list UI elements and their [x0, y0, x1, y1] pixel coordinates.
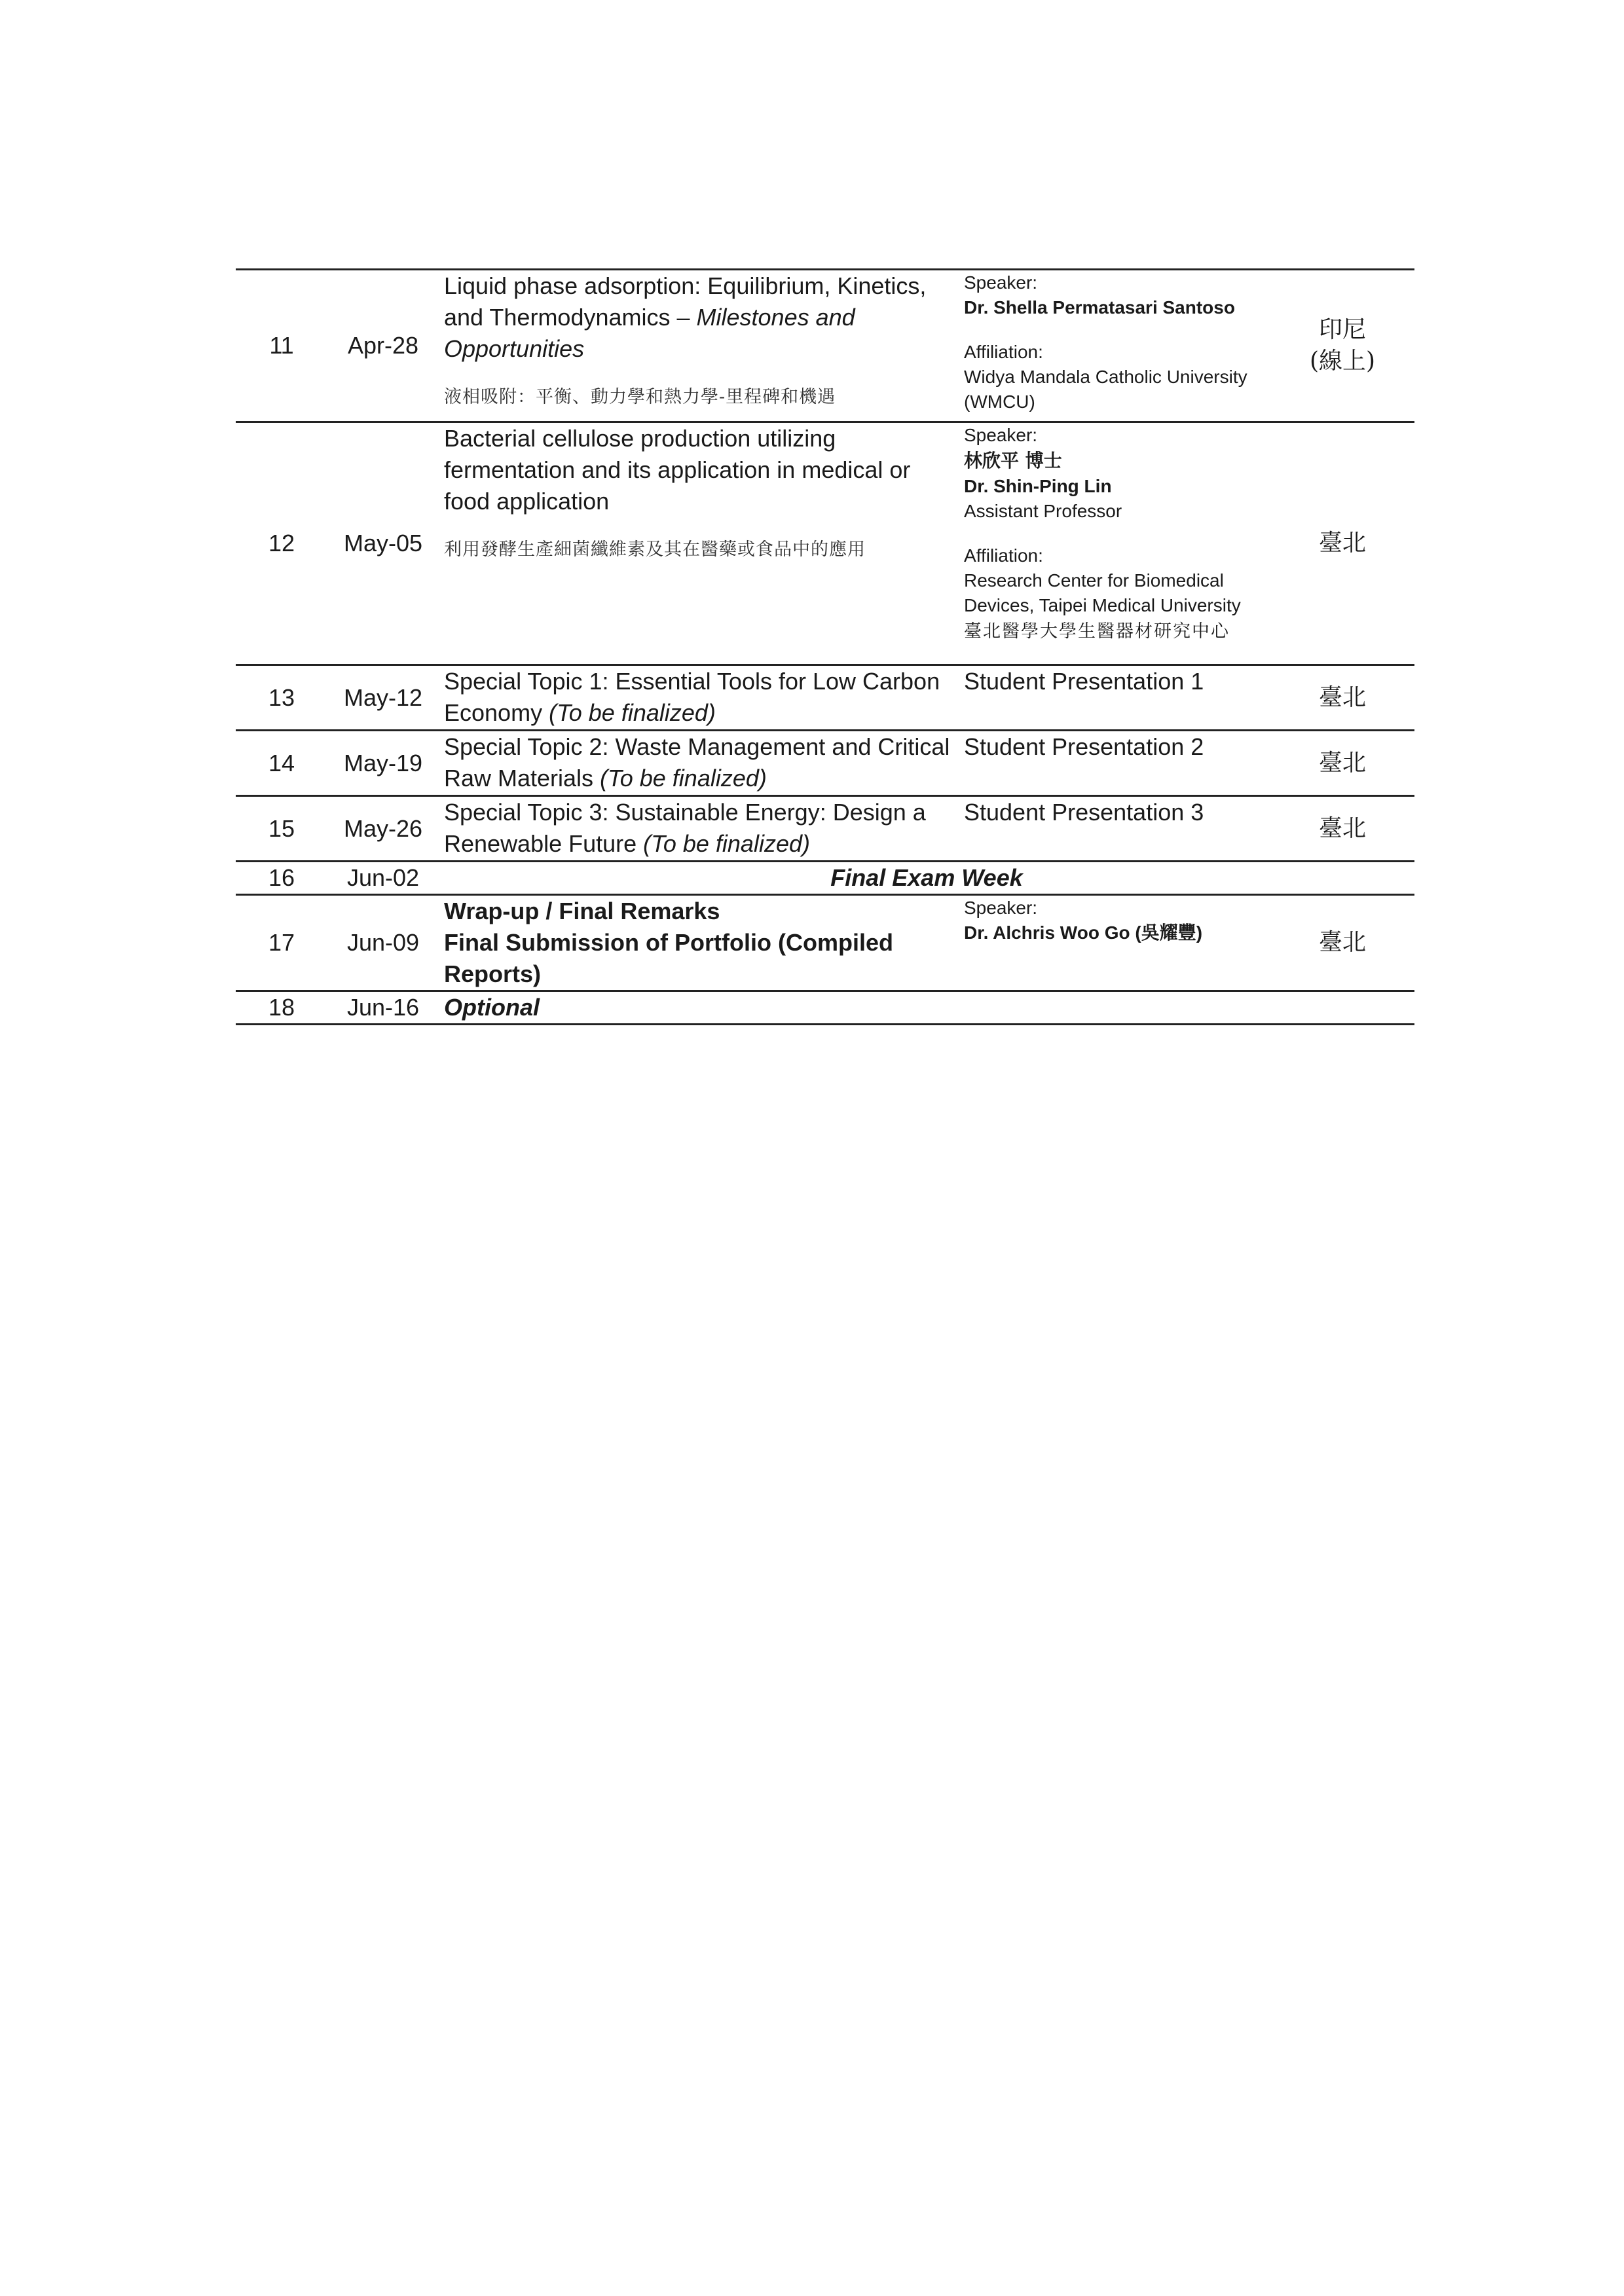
- speaker-label: Speaker:: [964, 425, 1038, 445]
- topic-cell: Optional: [439, 991, 956, 1025]
- speaker-name: Dr. Shella Permatasari Santoso: [964, 297, 1235, 318]
- speaker-label: Speaker:: [964, 272, 1038, 293]
- speaker-cell: [956, 991, 1270, 1025]
- topic-title: Special Topic 3: Sustainable Energy: Design a Renewable Future: [444, 799, 926, 857]
- table-row: [236, 895, 1414, 991]
- location-cell: 臺北: [1270, 895, 1414, 991]
- topic-title: Bacterial cellulose production utilizing fermentation and its application in medical or food application: [444, 425, 911, 515]
- speaker-cell: Student Presentation 1: [956, 665, 1270, 731]
- topic-status: (To be finalized): [549, 699, 716, 726]
- lecture-date: May-19: [327, 731, 439, 796]
- lecture-date: Apr-28: [327, 270, 439, 422]
- speaker-label: Speaker:: [964, 898, 1038, 918]
- topic-status: (To be finalized): [643, 830, 810, 857]
- speaker-name-zh: 林欣平 博士: [964, 450, 1062, 471]
- lecture-date: May-05: [327, 422, 439, 665]
- topic-title: Special Topic 1: Essential Tools for Low Carbon Economy: [444, 668, 940, 726]
- topic-title: Wrap-up / Final Remarks: [444, 898, 720, 924]
- table-row: [236, 796, 1414, 862]
- speaker-cell: [956, 895, 1270, 991]
- lecture-date: Jun-16: [327, 991, 439, 1025]
- week-number: 11: [236, 270, 327, 422]
- week-number: 16: [236, 862, 327, 895]
- topic-title-zh: 液相吸附：平衡、動力學和熱力學-里程碑和機遇: [444, 387, 836, 407]
- table-row: [236, 862, 1414, 895]
- affiliation: Widya Mandala Catholic University (WMCU): [964, 367, 1247, 412]
- lecture-date: Jun-02: [327, 862, 439, 895]
- topic-cell: [439, 422, 956, 665]
- final-exam-week: Final Exam Week: [439, 862, 1414, 895]
- speaker-cell: [956, 422, 1270, 665]
- week-number: 15: [236, 796, 327, 862]
- topic-cell: [439, 270, 956, 422]
- location-cell: 臺北: [1270, 422, 1414, 665]
- course-schedule-table: [236, 268, 1414, 1025]
- topic-cell: [439, 731, 956, 796]
- topic-title: Special Topic 2: Waste Management and Critical Raw Materials: [444, 733, 950, 792]
- lecture-date: May-26: [327, 796, 439, 862]
- speaker-cell: [956, 270, 1270, 422]
- affiliation-label: Affiliation:: [964, 545, 1043, 566]
- week-number: 17: [236, 895, 327, 991]
- speaker-title: Assistant Professor: [964, 501, 1122, 521]
- topic-cell: [439, 895, 956, 991]
- lecture-date: Jun-09: [327, 895, 439, 991]
- affiliation: Research Center for Biomedical Devices, Taipei Medical University: [964, 570, 1241, 615]
- topic-subtitle: Final Submission of Portfolio (Compiled Reports): [444, 929, 893, 987]
- location-cell: [1270, 270, 1414, 422]
- speaker-cell: Student Presentation 2: [956, 731, 1270, 796]
- location-cell: 臺北: [1270, 665, 1414, 731]
- speaker-cell: Student Presentation 3: [956, 796, 1270, 862]
- topic-cell: [439, 665, 956, 731]
- week-number: 18: [236, 991, 327, 1025]
- topic-status: (To be finalized): [600, 765, 767, 792]
- location-line: (線上): [1309, 348, 1376, 374]
- table-row: [236, 422, 1414, 665]
- topic-title: Liquid phase adsorption: Equilibrium, Kinetics, and Thermodynamics – Milestones and Opportunities: [444, 272, 927, 362]
- week-number: 14: [236, 731, 327, 796]
- location-line: 印尼: [1318, 316, 1366, 343]
- week-number: 12: [236, 422, 327, 665]
- topic-title-zh: 利用發酵生產細菌纖維素及其在醫藥或食品中的應用: [444, 539, 866, 560]
- affiliation-zh: 臺北醫學大學生醫器材研究中心: [964, 621, 1230, 642]
- table-row: [236, 665, 1414, 731]
- topic-cell: [439, 796, 956, 862]
- location-cell: 臺北: [1270, 796, 1414, 862]
- table-row: [236, 270, 1414, 422]
- speaker-name: Dr. Shin-Ping Lin: [964, 476, 1112, 496]
- location-cell: 臺北: [1270, 731, 1414, 796]
- speaker-name: Dr. Alchris Woo Go (吳耀豐): [964, 922, 1203, 943]
- affiliation-label: Affiliation:: [964, 342, 1043, 362]
- table-row: [236, 991, 1414, 1025]
- table-row: [236, 731, 1414, 796]
- location-cell: [1270, 991, 1414, 1025]
- week-number: 13: [236, 665, 327, 731]
- lecture-date: May-12: [327, 665, 439, 731]
